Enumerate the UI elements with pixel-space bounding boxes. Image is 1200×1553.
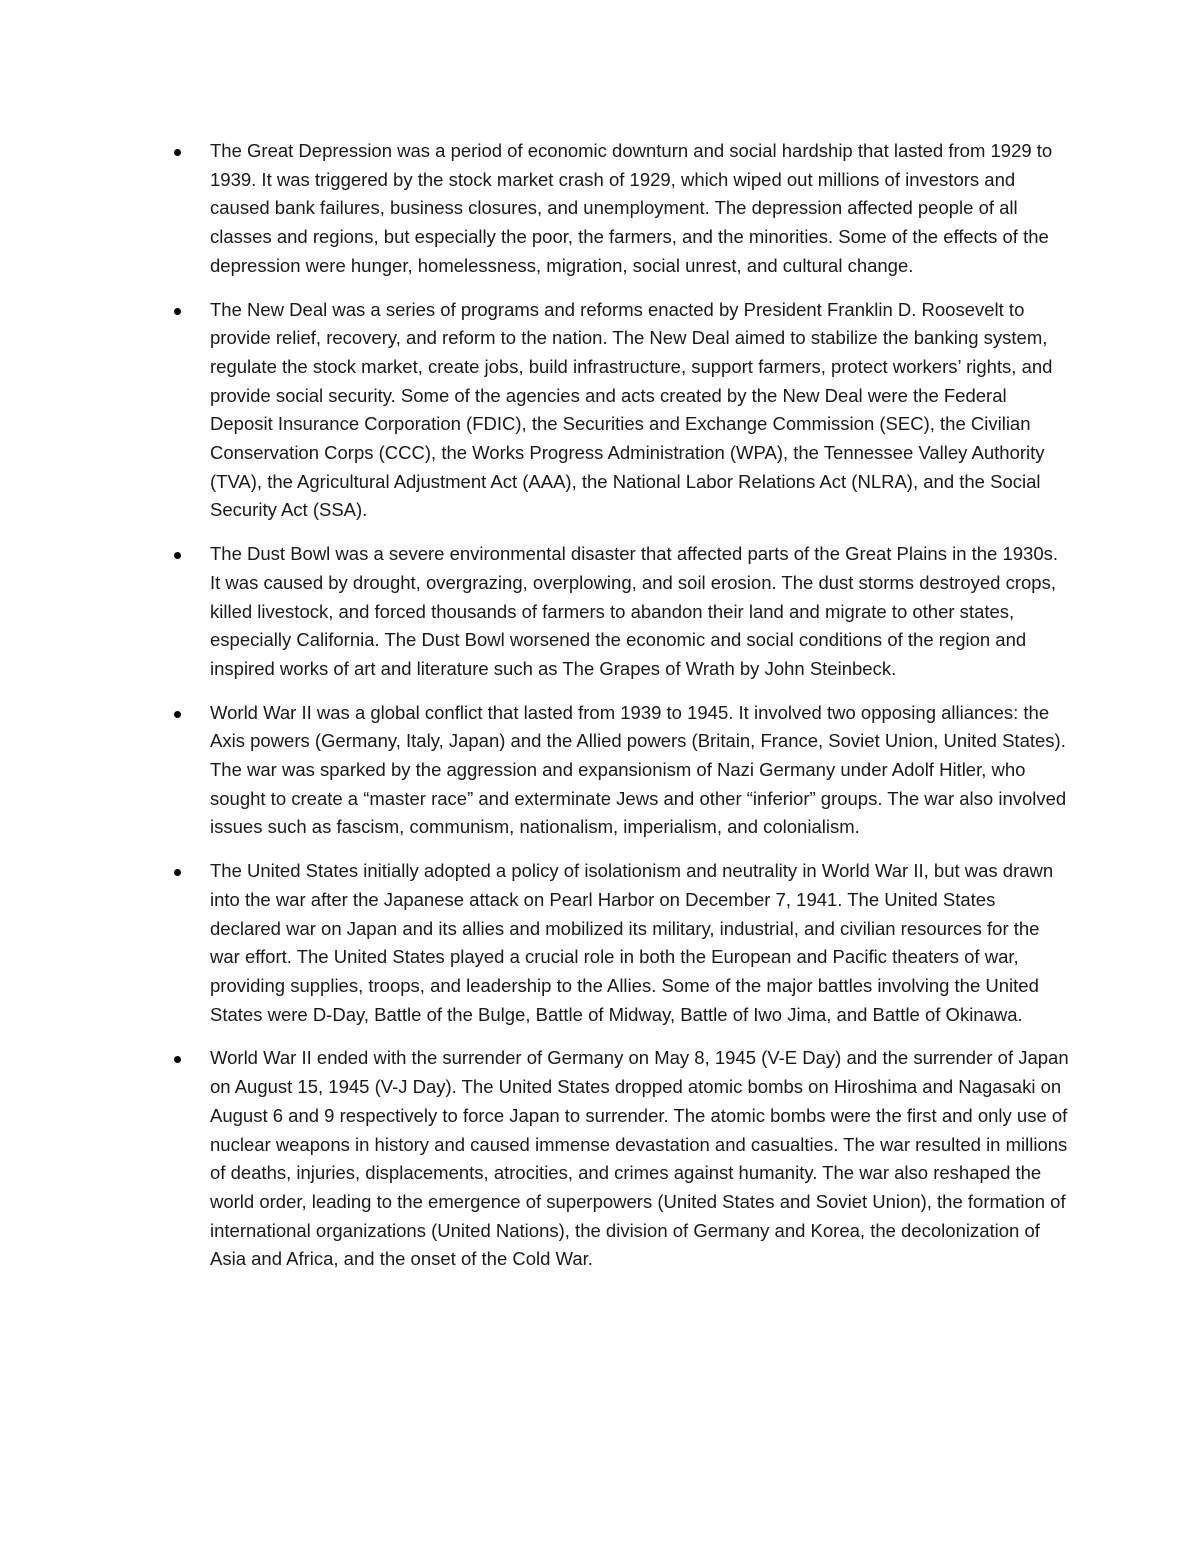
list-item-great-depression — [0, 137, 1200, 281]
bullet-icon — [174, 308, 181, 315]
paragraph-text: The New Deal was a series of programs and reforms enacted by President Franklin D. Roosevelt to provide relief, recovery, and reform to the nation. The New Deal aimed to stabilize the banking system, regulate the stock market, create jobs, build infrastructure, support farmers, protect workers’ rights, and provide social security. Some of the agencies and acts created by the New Deal were the Federal Deposit Insurance Corporation (FDIC), the Securities and Exchange Commission (SEC), the Civilian Conservation Corps (CCC), the Works Progress Administration (WPA), the Tennessee Valley Authority (TVA), the Agricultural Adjustment Act (AAA), the National Labor Relations Act (NLRA), and the Social Security Act (SSA). — [210, 298, 1053, 521]
list-item-dust-bowl — [0, 540, 1200, 684]
list-item-united-states-war — [0, 857, 1200, 1029]
bullet-icon — [174, 149, 181, 156]
list-item-world-war-ii — [0, 699, 1200, 843]
list-item-new-deal — [0, 296, 1200, 526]
paragraph-text: World War II was a global conflict that lasted from 1939 to 1945. It involved two opposing alliances: the Axis powers (Germany, Italy, Japan) and the Allied powers (Britain, France, Soviet Union, United States). The war was sparked by the aggression and expansionism of Nazi Germany under Adolf Hitler, who sought to create a “master race” and exterminate Jews and other “inferior” groups. The war also involved issues such as fascism, communism, nationalism, imperialism, and colonialism. — [210, 701, 1067, 838]
list-item-war-end — [0, 1044, 1200, 1274]
paragraph-text: The Dust Bowl was a severe environmental disaster that affected parts of the Great Plains in the 1930s. It was caused by drought, overgrazing, overplowing, and soil erosion. The dust storms destroyed crops, killed livestock, and forced thousands of farmers to abandon their land and migrate to other states, especially California. The Dust Bowl worsened the economic and social conditions of the region and inspired works of art and literature such as The Grapes of Wrath by John Steinbeck. — [210, 543, 1059, 679]
bullet-icon — [174, 1056, 181, 1063]
bullet-icon — [174, 711, 181, 718]
bullet-list — [0, 137, 1200, 1289]
bullet-icon — [174, 552, 181, 559]
paragraph-text: The Great Depression was a period of economic downturn and social hardship that lasted from 1929 to 1939. It was triggered by the stock market crash of 1929, which wiped out millions of investors and caused bank failures, business closures, and unemployment. The depression affected people of all classes and regions, but especially the poor, the farmers, and the minorities. Some of the effects of the depression were hunger, homelessness, migration, social unrest, and cultural change. — [210, 140, 1053, 276]
bullet-icon — [174, 869, 181, 876]
paragraph-text: The United States initially adopted a policy of isolationism and neutrality in World War II, but was drawn into the war after the Japanese attack on Pearl Harbor on December 7, 1941. The United States declared war on Japan and its allies and mobilized its military, industrial, and civilian resources for the war effort. The United States played a crucial role in both the European and Pacific theaters of war, providing supplies, troops, and leadership to the Allies. Some of the major battles involving the United States were D-Day, Battle of the Bulge, Battle of Midway, Battle of Iwo Jima, and Battle of Okinawa. — [210, 860, 1054, 1025]
paragraph-text: World War II ended with the surrender of Germany on May 8, 1945 (V-E Day) and the surrender of Japan on August 15, 1945 (V-J Day). The United States dropped atomic bombs on Hiroshima and Nagasaki on August 6 and 9 respectively to force Japan to surrender. The atomic bombs were the first and only use of nuclear weapons in history and caused immense devastation and casualties. The war resulted in millions of deaths, injuries, displacements, atrocities, and crimes against humanity. The war also reshaped the world order, leading to the emergence of superpowers (United States and Soviet Union), the formation of international organizations (United Nations), the division of Germany and Korea, the decolonization of Asia and Africa, and the onset of the Cold War. — [210, 1047, 1069, 1270]
